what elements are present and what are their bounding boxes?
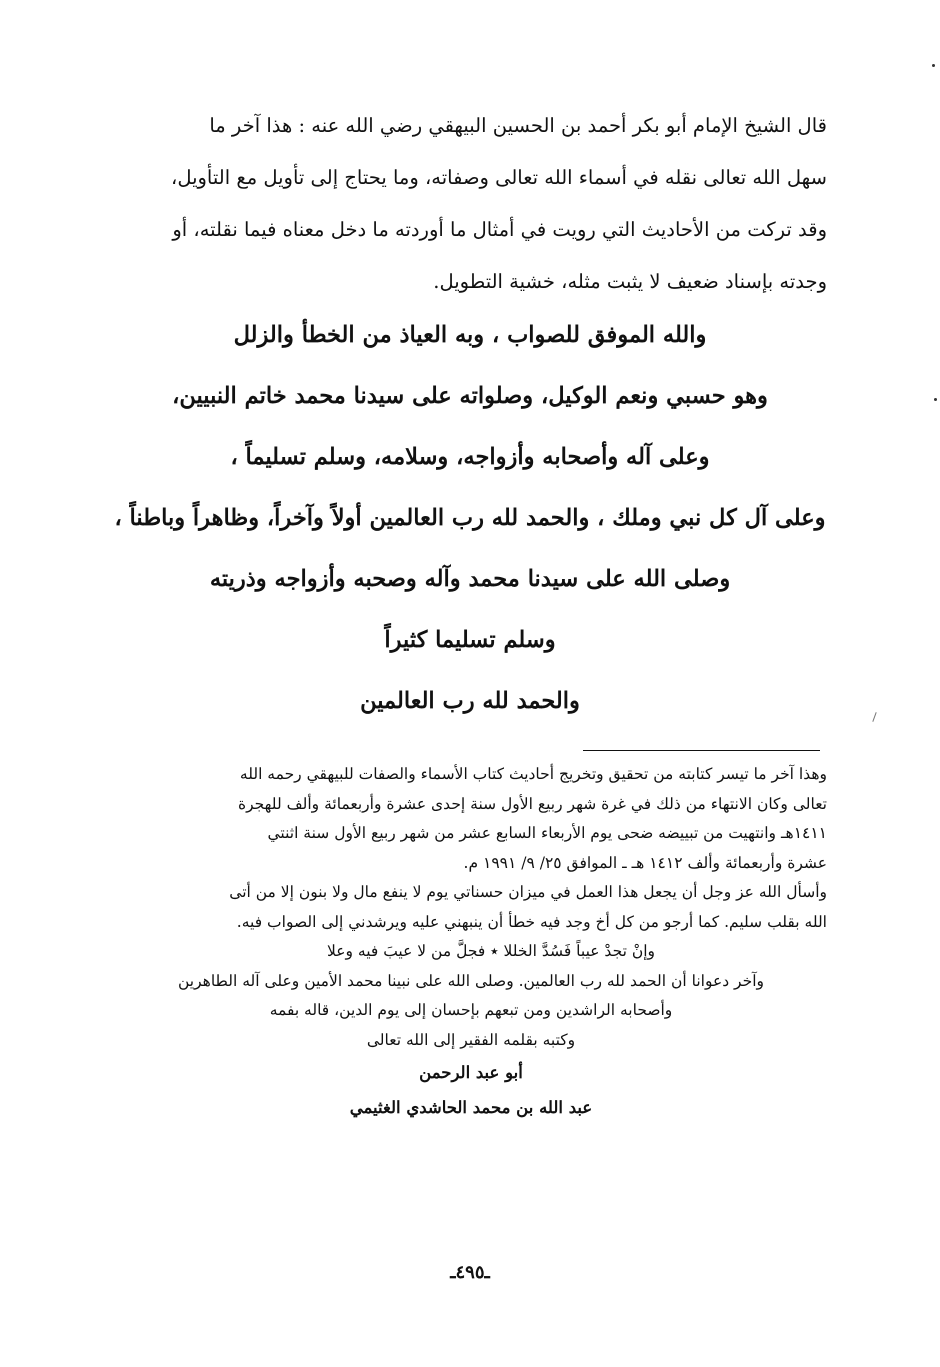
closing-line: وسلم تسليما كثيراً [384,627,556,653]
note-line: الله بقلب سليم. كما أرجو من كل أخ وجد فيه خطأ أن ينبهني عليه ويرشدني إلى الصواب فيه. [236,912,827,931]
scan-speck [932,64,935,67]
closing-line: وعلى آل كل نبي وملك ، والحمد لله رب العالمين أولاً وآخراً، وظاهراً وباطناً ، [114,505,826,531]
paragraph-line: وقد تركت من الأحاديث التي رويت في أمثال ما أوردته ما دخل معناه فيما نقلته، أو [172,218,827,241]
note-line: وأسأل الله عز وجل أن يجعل هذا العمل في ميزان حسناتي يوم لا ينفع مال ولا بنون إلا من أتى [229,883,827,901]
paragraph-line: وجدته بإسناد ضعيف لا يثبت مثله، خشية التطويل. [433,270,827,293]
note-line: ١٤١١هـ وانتهيت من تبييضه ضحى يوم الأربعاء السابع عشر من شهر ربيع الأول سنة اثنتي [267,824,827,842]
page-number: ـ٤٩٥ـ [450,1262,490,1283]
closing-line: وعلى آله وأصحابه وأزواجه، وسلامه، وسلم تسليماً ، [230,444,710,470]
paragraph-line: قال الشيخ الإمام أبو بكر أحمد بن الحسين البيهقي رضي الله عنه : هذا آخر ما [209,114,827,137]
closing-line: والحمد لله رب العالمين [360,688,580,714]
editor-note [115,760,827,1125]
closing-prayer [60,305,880,732]
signature-kunya: أبو عبد الرحمن [419,1063,523,1082]
dua-line: وأصحابه الراشدين ومن تبعهم بإحسان إلى يوم الدين، قاله بفمه [269,1001,673,1019]
note-line: وهذا آخر ما تيسر كتابته من تحقيق وتخريج أحاديث كتاب الأسماء والصفات للبيهقي رحمه الله [239,765,827,783]
footnote-divider [583,750,820,751]
closing-line: وصلى الله على سيدنا محمد وآله وصحبه وأزواجه وذريته [209,566,731,592]
paragraph-line: سهل الله تعالى نقله في أسماء الله تعالى وصفاته، وما يحتاج إلى تأويل مع التأويل، [171,166,827,189]
closing-line: والله الموفق للصواب ، وبه العياذ من الخطأ والزلل [233,322,707,348]
signature-name: عبد الله بن محمد الحاشدي الغثيمي [349,1098,593,1117]
dua-line: وآخر دعوانا أن الحمد لله رب العالمين. وصلى الله على نبينا محمد الأمين وعلى آله الطاهرين [177,971,764,990]
note-line: عشرة وأربعمائة وألف ١٤١٢ هـ ـ الموافق ٢٥/ ٩/ ١٩٩١ م. [463,853,827,872]
main-paragraph [115,100,827,308]
dua-line: وكتبه بقلمه الفقير إلى الله تعالى [366,1030,576,1049]
scan-speck [934,398,937,401]
note-line: تعالى وكان الانتهاء من ذلك في غرة شهر ربيع الأول سنة إحدى عشرة وأربعمائة وألف للهجرة [237,794,827,813]
closing-line: وهو حسبي ونعم الوكيل، وصلواته على سيدنا محمد خاتم النبيين، [172,383,768,409]
poem-verse: وإنْ تجدْ عيباً فَسُدَّ الخللا ٭ فجلَّ من لا عيبَ فيه وعلا [326,942,655,960]
